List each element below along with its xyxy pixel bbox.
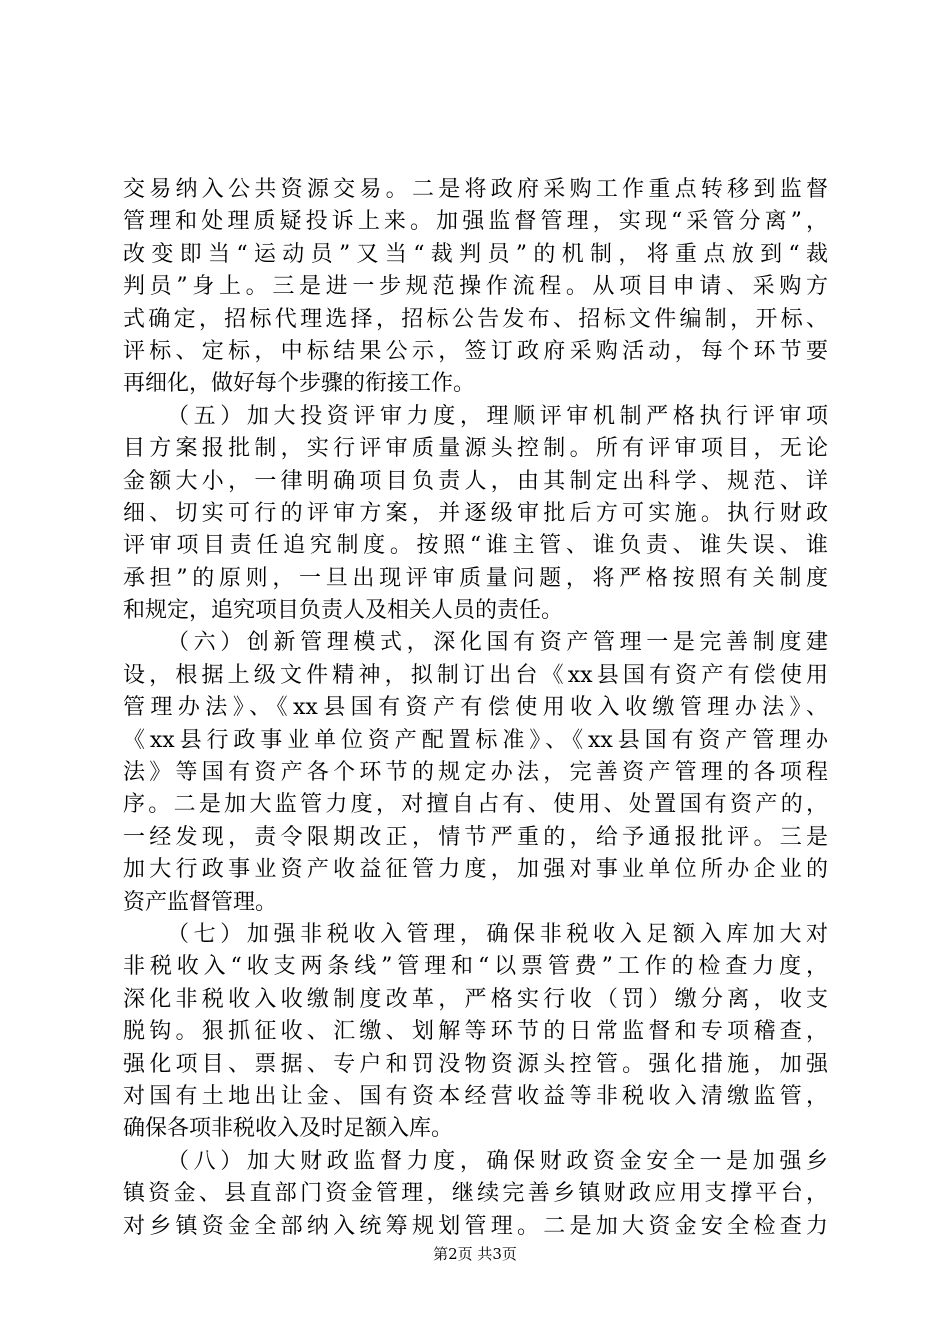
page-number-label: 第2页 共3页 bbox=[433, 1245, 517, 1263]
text-line: 交易纳入公共资源交易。二是将政府采购工作重点转移到监督 bbox=[123, 177, 828, 202]
paragraph-start-line: （五）加大投资评审力度，理顺评审机制严格执行评审项 bbox=[167, 403, 828, 429]
text-line: 再细化，做好每个步骤的衔接工作。 bbox=[123, 371, 476, 397]
text-line: 式确定，招标代理选择，招标公告发布、招标文件编制，开标、 bbox=[123, 306, 828, 332]
text-line: 金额大小，一律明确项目负责人，由其制定出科学、规范、详 bbox=[123, 468, 828, 494]
text-line: 评审项目责任追究制度。按照“谁主管、谁负责、谁失误、谁 bbox=[123, 533, 828, 559]
paragraph-start-line: （六）创新管理模式，深化国有资产管理一是完善制度建 bbox=[167, 630, 828, 656]
text-line: 确保各项非税收入及时足额入库。 bbox=[123, 1116, 454, 1142]
text-line: 法》等国有资产各个环节的规定办法，完善资产管理的各项程 bbox=[123, 760, 828, 786]
text-line: 改变即当“运动员”又当“裁判员”的机制，将重点放到“裁 bbox=[123, 241, 828, 267]
text-line: 细、切实可行的评审方案，并逐级审批后方可实施。执行财政 bbox=[123, 500, 828, 526]
text-line: 脱钩。狠抓征收、汇缴、划解等环节的日常监督和专项稽查， bbox=[123, 1019, 828, 1045]
text-line: 对乡镇资金全部纳入统筹规划管理。二是加大资金安全检查力 bbox=[123, 1213, 828, 1239]
text-line: 《xx县行政事业单位资产配置标准》、《xx县国有资产管理办 bbox=[123, 727, 828, 753]
document-body bbox=[123, 174, 828, 1243]
text-line: 一经发现，责令限期改正，情节严重的，给予通报批评。三是 bbox=[123, 824, 828, 850]
text-line: 对国有土地出让金、国有资本经营收益等非税收入清缴监管， bbox=[123, 1083, 828, 1109]
text-line: 加大行政事业资产收益征管力度，加强对事业单位所办企业的 bbox=[123, 857, 828, 883]
text-line: 设，根据上级文件精神，拟制订出台《xx县国有资产有偿使用 bbox=[123, 662, 828, 688]
text-line: 管理办法》、《xx县国有资产有偿使用收入收缴管理办法》、 bbox=[123, 695, 828, 721]
text-line: 序。二是加大监管力度，对擅自占有、使用、处置国有资产的， bbox=[123, 792, 828, 818]
text-line: 资产监督管理。 bbox=[123, 889, 278, 915]
text-line: 管理和处理质疑投诉上来。加强监督管理，实现“采管分离”， bbox=[123, 209, 828, 235]
text-line: 强化项目、票据、专户和罚没物资源头控管。强化措施，加强 bbox=[123, 1051, 828, 1077]
text-line: 判员”身上。三是进一步规范操作流程。从项目申请、采购方 bbox=[123, 274, 828, 300]
text-line: 评标、定标，中标结果公示，签订政府采购活动，每个环节要 bbox=[123, 338, 828, 364]
page-footer bbox=[0, 1244, 950, 1264]
text-line: 目方案报批制，实行评审质量源头控制。所有评审项目，无论 bbox=[123, 436, 828, 462]
text-line: 承担”的原则，一旦出现评审质量问题，将严格按照有关制度 bbox=[123, 565, 828, 591]
text-line: 镇资金、县直部门资金管理，继续完善乡镇财政应用支撑平台， bbox=[123, 1181, 828, 1207]
paragraph-start-line: （七）加强非税收入管理，确保非税收入足额入库加大对 bbox=[167, 921, 828, 947]
text-line: 和规定，追究项目负责人及相关人员的责任。 bbox=[123, 598, 564, 624]
paragraph-start-line: （八）加大财政监督力度，确保财政资金安全一是加强乡 bbox=[167, 1148, 828, 1174]
text-line: 深化非税收入收缴制度改革，严格实行收（罚）缴分离，收支 bbox=[123, 986, 828, 1012]
text-line: 非税收入“收支两条线”管理和“以票管费”工作的检查力度， bbox=[123, 954, 828, 980]
